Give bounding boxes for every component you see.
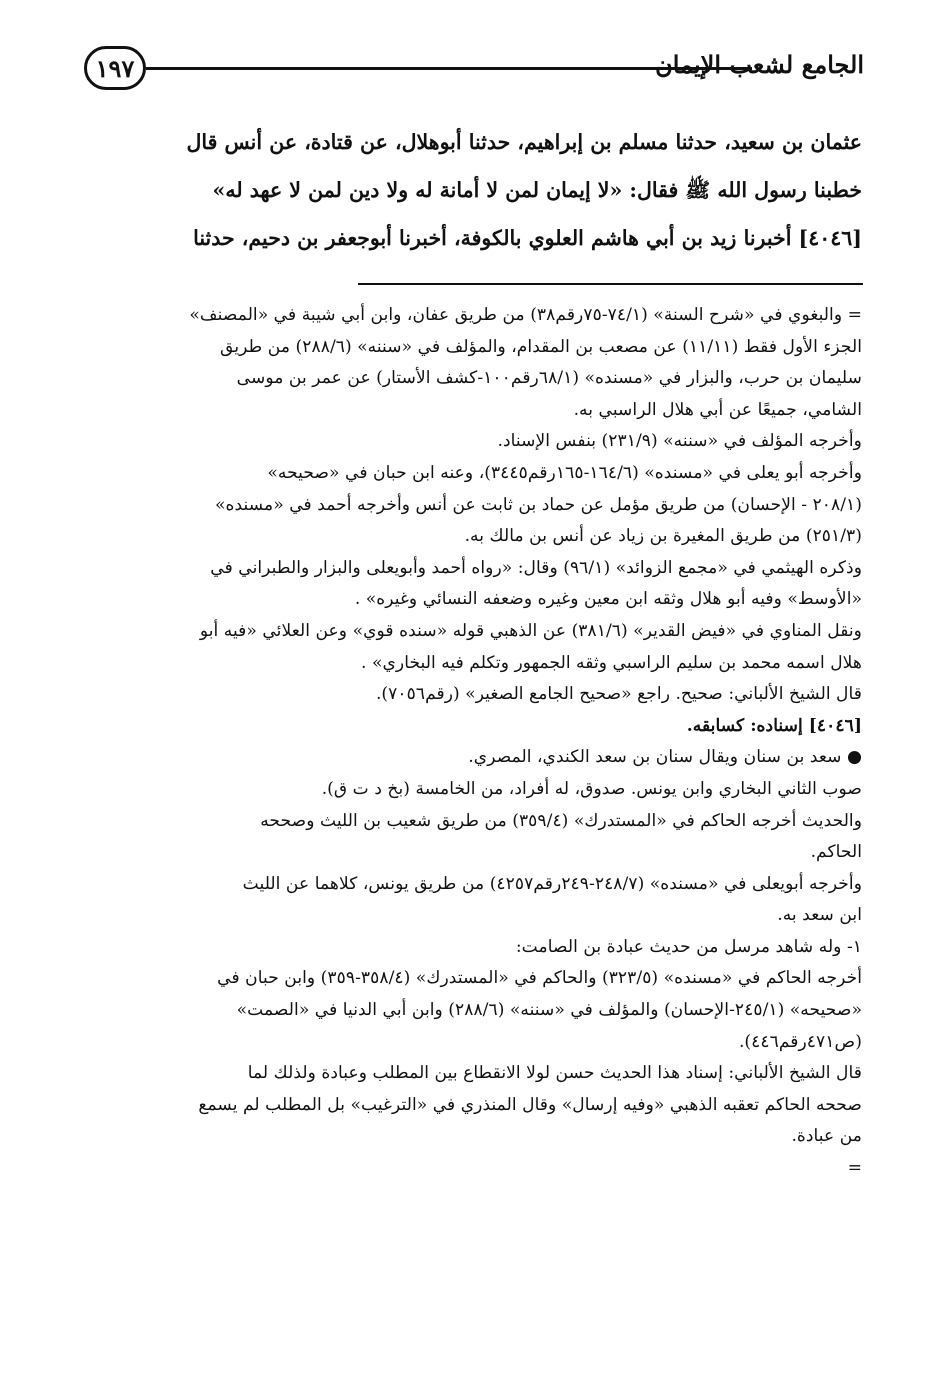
footnote-line: ابن سعد به.: [777, 905, 862, 926]
footnote-line: وأخرجه أبويعلى في «مسنده» (٢٤٨/٧-٢٤٩رقم٤٢٥٧) من طريق يونس، كلاهما عن الليث: [242, 873, 862, 894]
footnote-line: ونقل المناوي في «فيض القدير» (٣٨١/٦) عن الذهبي قوله «سنده قوي» وعن العلائي «فيه أبو: [199, 620, 862, 641]
footnote-line: من عبادة.: [791, 1126, 862, 1147]
continuation-mark: =: [847, 1158, 862, 1179]
footnote-line: وأخرجه المؤلف في «سننه» (٢٣١/٩) بنفس الإسناد.: [497, 431, 862, 452]
footnote-line: الجزء الأول فقط (١١/١١) عن مصعب بن المقدام، والمؤلف في «سننه» (٢٨٨/٦) من طريق: [220, 336, 862, 357]
footnote-line: ● سعد بن سنان ويقال سنان بن سعد الكندي، المصري.: [468, 747, 862, 768]
main-text-line: خطبنا رسول الله ﷺ فقال: «لا إيمان لمن لا أمانة له ولا دين لمن لا عهد له»: [212, 178, 862, 202]
main-text: [80, 118, 862, 262]
page-header: [84, 40, 864, 100]
footnote-line: هلال اسمه محمد بن سليم الراسبي وثقه الجمهور وتكلم فيه البخاري» .: [361, 652, 862, 673]
footnote-line: «الأوسط» وفيه أبو هلال وثقه ابن معين وغيره وضعفه النسائي وغيره» .: [354, 589, 862, 610]
footnote-line: أخرجه الحاكم في «مسنده» (٣٢٣/٥) والحاكم في «المستدرك» (٣٥٨/٤-٣٥٩) وابن حبان في: [217, 968, 862, 989]
footnote-line: «صحيحه» (٢٤٥/١-الإحسان) والمؤلف في «سننه» (٢٨٨/٦) وابن أبي الدنيا في «الصمت»: [236, 1000, 862, 1021]
footnote-heading: [٤٠٤٦] إسناده: كسابقه.: [686, 715, 862, 736]
footnote-line: (٢٠٨/١ - الإحسان) من طريق مؤمل عن حماد بن ثابت عن أنس وأخرجه أحمد في «مسنده»: [214, 494, 862, 515]
footnote-line: والحديث أخرجه الحاكم في «المستدرك» (٣٥٩/٤) من طريق شعيب بن الليث وصححه: [260, 810, 862, 831]
footnote-line: صوب الثاني البخاري وابن يونس. صدوق، له أفراد، من الخامسة (بخ د ت ق).: [321, 778, 862, 799]
main-text-line: عثمان بن سعيد، حدثنا مسلم بن إبراهيم، حدثنا أبوهلال، عن قتادة، عن أنس قال: [186, 130, 862, 154]
footnote-line: ١- وله شاهد مرسل من حديث عبادة بن الصامت:: [515, 936, 862, 957]
main-text-line: [٤٠٤٦] أخبرنا زيد بن أبي هاشم العلوي بالكوفة، أخبرنا أبوجعفر بن دحيم، حدثنا: [193, 226, 862, 250]
footnote-line: (ص٤٧١رقم٤٤٦).: [738, 1031, 862, 1052]
footnote-line: الحاكم.: [810, 842, 862, 863]
page-number: ١٩٧: [84, 46, 146, 90]
footnotes: [80, 300, 862, 1185]
footnote-line: سليمان بن حرب، والبزار في «مسنده» (٦٨/١رقم١٠٠-كشف الأستار) عن عمر بن موسى: [236, 368, 862, 389]
footnote-line: وذكره الهيثمي في «مجمع الزوائد» (٩٦/١) وقال: «رواه أحمد وأبويعلى والبزار والطبراني في: [210, 557, 862, 578]
footnote-line: = والبغوي في «شرح السنة» (٧٤/١-٧٥رقم٣٨) من طريق عفان، وابن أبي شيبة في «المصنف»: [189, 305, 862, 325]
footnote-line: قال الشيخ الألباني: صحيح. راجع «صحيح الجامع الصغير» (رقم٧٠٥٦).: [375, 684, 862, 705]
footnote-line: قال الشيخ الألباني: إسناد هذا الحديث حسن لولا الانقطاع بين المطلب وعبادة ولذلك لما: [247, 1063, 862, 1084]
footnote-separator: [358, 283, 863, 285]
footnote-line: الشامي، جميعًا عن أبي هلال الراسبي به.: [573, 399, 862, 420]
footnote-line: (٢٥١/٣) من طريق المغيرة بن زياد عن أنس بن مالك به.: [464, 526, 862, 547]
footnote-line: صححه الحاكم تعقبه الذهبي «وفيه إرسال» وقال المنذري في «الترغيب» بل المطلب لم يسمع: [198, 1094, 862, 1115]
footnote-line: وأخرجه أبو يعلى في «مسنده» (١٦٤/٦-١٦٥رقم٣٤٤٥)، وعنه ابن حبان في «صحيحه»: [267, 462, 862, 483]
book-title: الجامع لشعب الإيمان: [655, 50, 864, 79]
